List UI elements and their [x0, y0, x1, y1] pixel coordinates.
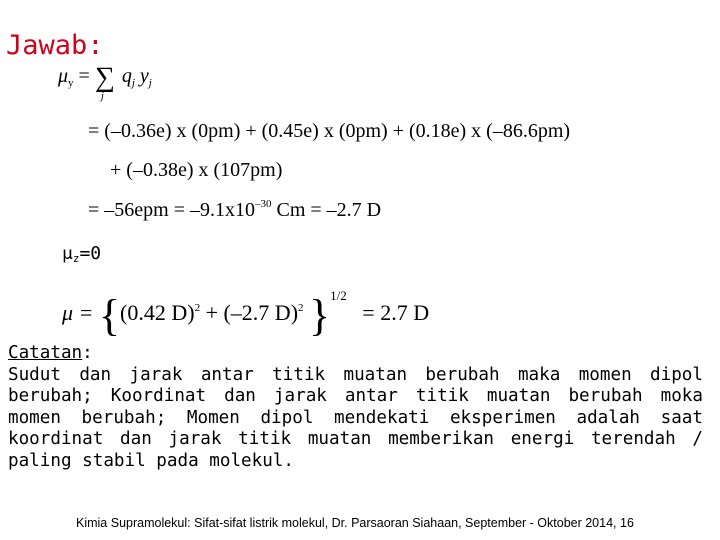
equation-total-dipole: μ = {(0.42 D)$^2$ + (–2.7 D)$^2$ }$^{1/2}$ = 2.7 D — [62, 288, 430, 340]
notes-heading: Catatan: — [8, 343, 93, 363]
right-brace: } — [309, 291, 331, 340]
notes-body: Sudut dan jarak antar titik muatan berubah maka momen dipol berubah; Koordinat dan jarak antar titik muatan berubah moka momen berubah; Momen dipol mendekati eksperimen adalah saat koordinat dan jarak titik muatan memberikan energi terendah / paling stabil pada molekul. — [8, 364, 703, 471]
slide-title: Jawab: — [6, 30, 104, 61]
equation-line-4: = $-56epm = -9.1x10^{-30}$ Cm = –2.7 D — [88, 198, 382, 221]
equation-line-3: + (–0.38e) x (107pm) — [110, 159, 283, 181]
left-brace: { — [98, 291, 121, 340]
equation-dipole-sum: $\mu_y$ = ∑ j $q_j$ $y_j$ — [58, 62, 152, 102]
slide-footer: Kimia Supramolekul: Sifat-sifat listrik molekul, Dr. Parsaoran Siahaan, September - Oktober 2014, 16 — [76, 516, 634, 530]
summation-symbol: ∑ — [94, 62, 115, 93]
equation-line-2: = (–0.36e) x (0pm) + (0.45e) x (0pm) + (0.18e) x (–86.6pm) — [88, 120, 571, 142]
muz-value: μz=0 — [62, 243, 102, 265]
mu-symbol: μ — [58, 65, 69, 87]
notes-block — [8, 343, 703, 472]
